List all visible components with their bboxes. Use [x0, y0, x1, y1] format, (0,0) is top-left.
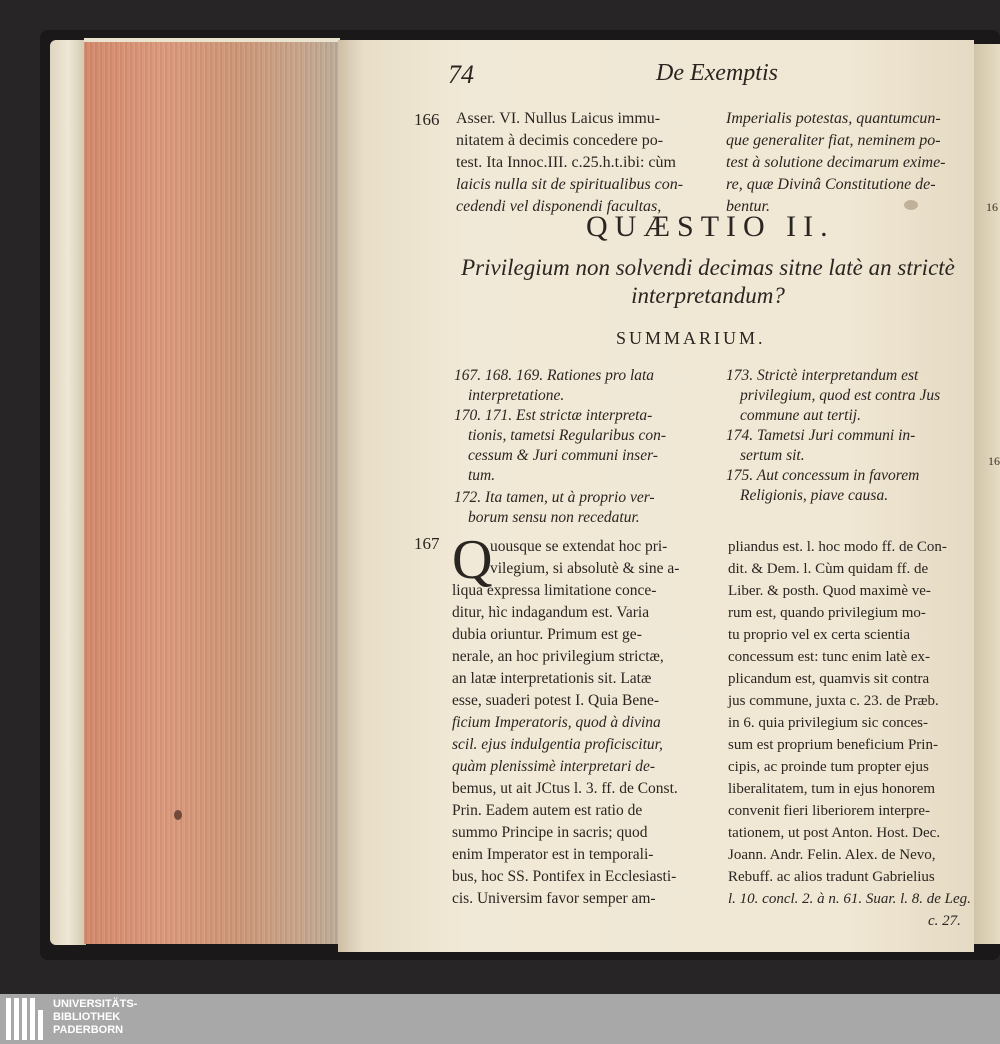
- summary-entry: [726, 366, 940, 426]
- text-line: dubia oriuntur. Primum est ge-: [452, 626, 642, 643]
- summary-entry: [454, 366, 654, 406]
- paper-stain: [904, 200, 918, 210]
- text-line: laicis nulla sit de spiritualibus con-: [456, 176, 684, 193]
- body-right-column: [728, 536, 971, 932]
- body-left-column: [452, 536, 679, 910]
- next-page-mark: 16: [986, 200, 998, 214]
- summary-line: privilegium, quod est contra Jus: [740, 387, 941, 404]
- text-line: uousque se extendat hoc pri-: [490, 538, 668, 555]
- summary-line: tum.: [468, 467, 496, 484]
- text-line: pliandus est. l. hoc modo ff. de Con-: [728, 539, 947, 555]
- summary-line: cessum & Juri communi inser-: [468, 447, 658, 464]
- summary-heading: SUMMARIUM.: [616, 328, 766, 348]
- book-page: [338, 40, 974, 952]
- logo-line: BIBLIOTHEK: [53, 1011, 121, 1023]
- summary-entry: [726, 466, 919, 506]
- summary-line: Religionis, piave causa.: [740, 487, 889, 504]
- text-line: convenit fieri liberiorem interpre-: [728, 803, 930, 819]
- paper-stain: [174, 810, 182, 820]
- text-line: tationem, ut post Anton. Host. Dec.: [728, 825, 941, 841]
- text-line: Joann. Andr. Felin. Alex. de Nevo,: [728, 847, 936, 863]
- library-logo-icon: [6, 998, 46, 1040]
- text-line: scil. ejus indulgentia proficiscitur,: [452, 736, 663, 753]
- summary-line: 173. Strictè interpretandum est: [726, 367, 919, 384]
- summary-line: 175. Aut concessum in favorem: [726, 467, 920, 484]
- text-line: bemus, ut ait JCtus l. 3. ff. de Const.: [452, 780, 678, 797]
- summary-entry: [726, 426, 915, 466]
- text-line: dit. & Dem. l. Cùm quidam ff. de: [728, 561, 929, 577]
- text-line: nerale, an hoc privilegium strictæ,: [452, 648, 664, 665]
- question-heading: QUÆSTIO II.: [586, 210, 835, 243]
- text-line: ditur, hìc indagandum est. Varia: [452, 604, 650, 621]
- text-line: plicandum est, quamvis sit contra: [728, 671, 930, 687]
- text-line: Asser. VI. Nullus Laicus immu-: [456, 110, 661, 127]
- summary-line: interpretatione.: [468, 387, 565, 404]
- text-line: vilegium, si absolutè & sine a-: [490, 560, 680, 577]
- text-line: Imperialis potestas, quantumcun-: [726, 110, 941, 127]
- summary-line: 170. 171. Est strictæ interpreta-: [454, 407, 653, 424]
- summary-line: commune aut tertij.: [740, 407, 861, 424]
- text-line: test. Ita Innoc.III. c.25.h.t.ibi: cùm: [456, 154, 676, 171]
- text-line: ficium Imperatoris, quod à divina: [452, 714, 661, 731]
- margin-number: 167: [414, 534, 440, 553]
- text-line: Prin. Eadem autem est ratio de: [452, 802, 643, 819]
- text-line: que generaliter fiat, neminem po-: [726, 132, 941, 149]
- top-left-column: [456, 108, 683, 218]
- text-line: rum est, quando privilegium mo-: [728, 605, 926, 621]
- text-line: jus commune, juxta c. 23. de Præb.: [728, 693, 939, 709]
- text-line: esse, suaderi potest I. Quia Bene-: [452, 692, 660, 709]
- logo-line: PADERBORN: [53, 1024, 124, 1036]
- text-line: nitatem à decimis concedere po-: [456, 132, 664, 149]
- text-line: sum est proprium beneficium Prin-: [728, 737, 938, 753]
- summary-line: 174. Tametsi Juri communi in-: [726, 427, 916, 444]
- text-line: summo Principe in sacris; quod: [452, 824, 648, 841]
- book-cover-edge: [50, 40, 86, 945]
- summary-line: 172. Ita tamen, ut à proprio ver-: [454, 489, 655, 506]
- text-line: cedendi vel disponendi facultas,: [456, 198, 662, 215]
- summary-entry: [454, 488, 655, 528]
- summary-entry: [454, 406, 666, 486]
- running-head: De Exemptis: [656, 60, 778, 86]
- library-logo-text: [53, 998, 137, 1037]
- text-line: Liber. & posth. Quod maximè ve-: [728, 583, 931, 599]
- text-line: in 6. quia privilegium sic conces-: [728, 715, 928, 731]
- text-line: cis. Universim favor semper am-: [452, 890, 656, 907]
- text-line: concessum est: tunc enim latè ex-: [728, 649, 931, 665]
- text-line: tu proprio vel ex certa scientia: [728, 627, 911, 643]
- text-line: bentur.: [726, 198, 770, 215]
- text-line: l. 10. concl. 2. à n. 61. Suar. l. 8. de Leg.: [728, 891, 971, 907]
- text-line: liqua expressa limitatione conce-: [452, 582, 657, 599]
- text-line: cipis, ac proinde tum propter ejus: [728, 759, 929, 775]
- page-number: 74: [448, 60, 474, 89]
- text-line: test à solutione decimarum exime-: [726, 154, 946, 171]
- next-page-edge: [972, 44, 1000, 944]
- text-line: Rebuff. ac alios tradunt Gabrielius: [728, 869, 935, 885]
- text-line: re, quæ Divinâ Constitutione de-: [726, 176, 936, 193]
- library-footer-bar: [0, 994, 1000, 1044]
- summary-line: sertum sit.: [740, 447, 805, 464]
- logo-line: UNIVERSITÄTS-: [53, 998, 138, 1010]
- summary-line: 167. 168. 169. Rationes pro lata: [454, 367, 655, 384]
- question-title-line: interpretandum?: [631, 283, 785, 308]
- question-title-line: Privilegium non solvendi decimas sitne latè an strictè: [461, 255, 955, 280]
- text-line: an latæ interpretationis sit. Latæ: [452, 670, 652, 687]
- text-line: c. 27.: [928, 913, 961, 929]
- text-line: bus, hoc SS. Pontifex in Ecclesiasti-: [452, 868, 677, 885]
- question-title: [458, 254, 958, 310]
- summary-line: tionis, tametsi Regularibus con-: [468, 427, 667, 444]
- next-page-mark: 16: [988, 454, 1000, 468]
- colored-page-edges: [84, 42, 340, 944]
- text-line: quàm plenissimè interpretari de-: [452, 758, 656, 775]
- summary-line: borum sensu non recedatur.: [468, 509, 640, 526]
- text-line: enim Imperator est in temporali-: [452, 846, 654, 863]
- text-line: liberalitatem, tum in ejus honorem: [728, 781, 936, 797]
- drop-capital: Q: [452, 529, 493, 591]
- margin-number: 166: [414, 110, 440, 129]
